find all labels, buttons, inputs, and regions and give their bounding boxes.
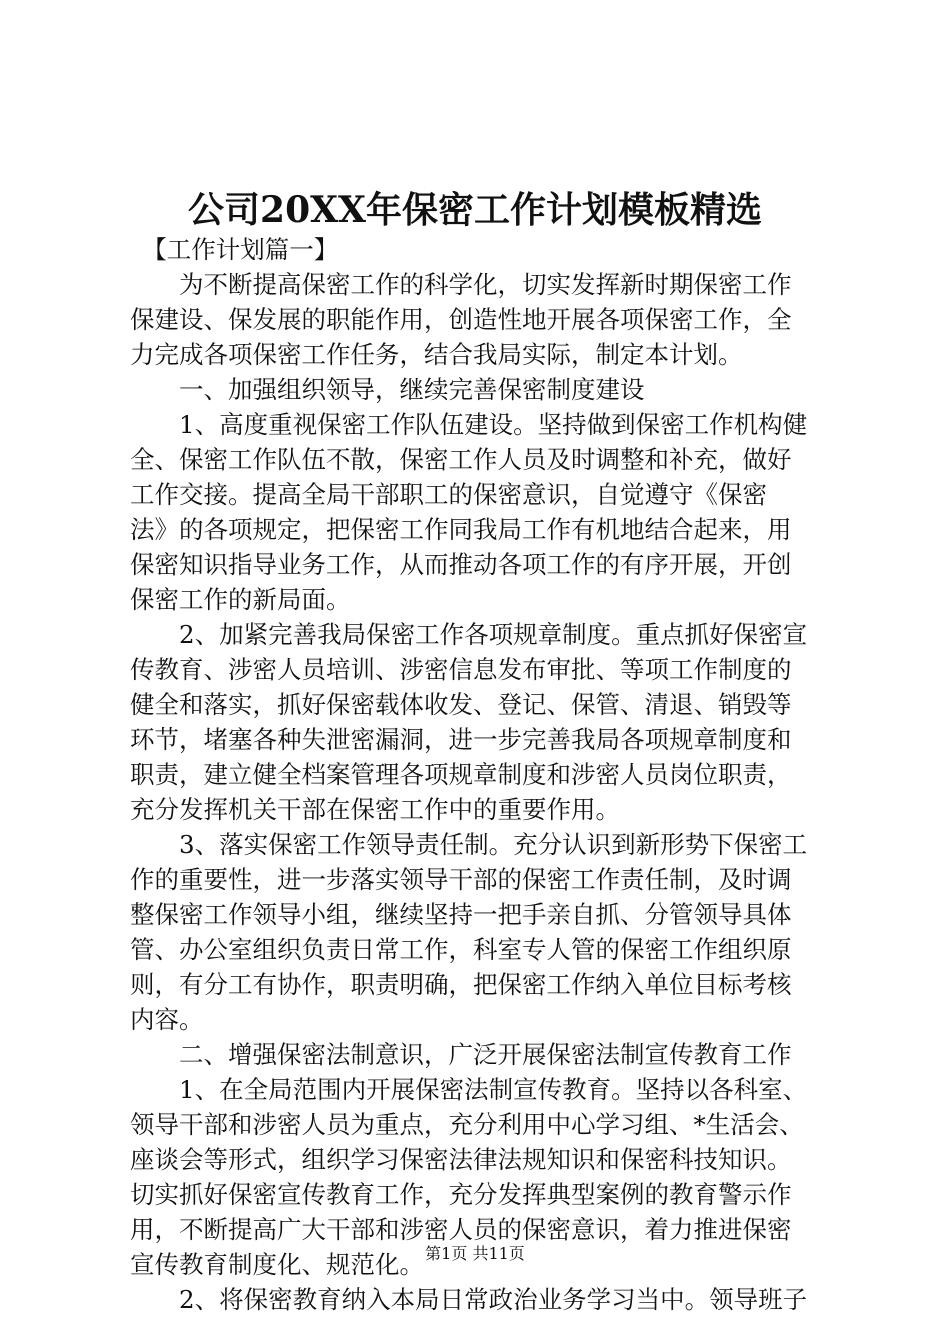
body-line: 工作交接。提高全局干部职工的保密意识，自觉遵守《保密	[130, 480, 767, 509]
body-line: 领导干部和涉密人员为重点，充分利用中心学习组、*生活会、	[130, 1110, 804, 1139]
body-line: 宣传教育制度化、规范化。	[130, 1250, 424, 1279]
body-line: 内容。	[130, 1005, 204, 1034]
body-line: 保密知识指导业务工作，从而推动各项工作的有序开展，开创	[130, 550, 792, 579]
body-line: 用，不断提高广大干部和涉密人员的保密意识，着力推进保密	[130, 1215, 792, 1244]
body-line: 3、落实保密工作领导责任制。充分认识到新形势下保密工	[130, 830, 808, 859]
body-line: 全、保密工作队伍不散，保密工作人员及时调整和补充，做好	[130, 445, 792, 474]
body-line: 法》的各项规定，把保密工作同我局工作有机地结合起来，用	[130, 515, 792, 544]
body-line: 传教育、涉密人员培训、涉密信息发布审批、等项工作制度的	[130, 655, 792, 684]
body-line: 2、将保密教育纳入本局日常政治业务学习当中。领导班子	[130, 1285, 808, 1314]
body-line: 二、增强保密法制意识，广泛开展保密法制宣传教育工作	[130, 1040, 792, 1069]
document-body	[130, 232, 830, 1317]
document-title: 公司20XX年保密工作计划模板精选	[188, 189, 762, 231]
body-line: 保建设、保发展的职能作用，创造性地开展各项保密工作，全	[130, 305, 792, 334]
body-line: 健全和落实，抓好保密载体收发、登记、保管、清退、销毁等	[130, 690, 792, 719]
body-line: 整保密工作领导小组，继续坚持一把手亲自抓、分管领导具体	[130, 900, 792, 929]
body-line: 为不断提高保密工作的科学化，切实发挥新时期保密工作	[130, 270, 792, 299]
body-line: 【工作计划篇一】	[130, 235, 339, 264]
body-line: 1、在全局范围内开展保密法制宣传教育。坚持以各科室、	[130, 1075, 808, 1104]
page-number: 第1页 共11页	[425, 1244, 525, 1263]
body-line: 环节，堵塞各种失泄密漏洞，进一步完善我局各项规章制度和	[130, 725, 792, 754]
body-line: 保密工作的新局面。	[130, 585, 351, 614]
body-line: 管、办公室组织负责日常工作，科室专人管的保密工作组织原	[130, 935, 792, 964]
body-line: 2、加紧完善我局保密工作各项规章制度。重点抓好保密宣	[130, 620, 808, 649]
body-line: 座谈会等形式，组织学习保密法律法规知识和保密科技知识。	[130, 1145, 792, 1174]
body-line: 力完成各项保密工作任务，结合我局实际，制定本计划。	[130, 340, 743, 369]
body-line: 切实抓好保密宣传教育工作，充分发挥典型案例的教育警示作	[130, 1180, 792, 1209]
body-line: 职责，建立健全档案管理各项规章制度和涉密人员岗位职责，	[130, 760, 792, 789]
body-line: 一、加强组织领导，继续完善保密制度建设	[130, 375, 645, 404]
body-line: 则，有分工有协作，职责明确，把保密工作纳入单位目标考核	[130, 970, 792, 999]
body-line: 1、高度重视保密工作队伍建设。坚持做到保密工作机构健	[130, 410, 808, 439]
body-line: 作的重要性，进一步落实领导干部的保密工作责任制，及时调	[130, 865, 792, 894]
body-line: 充分发挥机关干部在保密工作中的重要作用。	[130, 795, 620, 824]
